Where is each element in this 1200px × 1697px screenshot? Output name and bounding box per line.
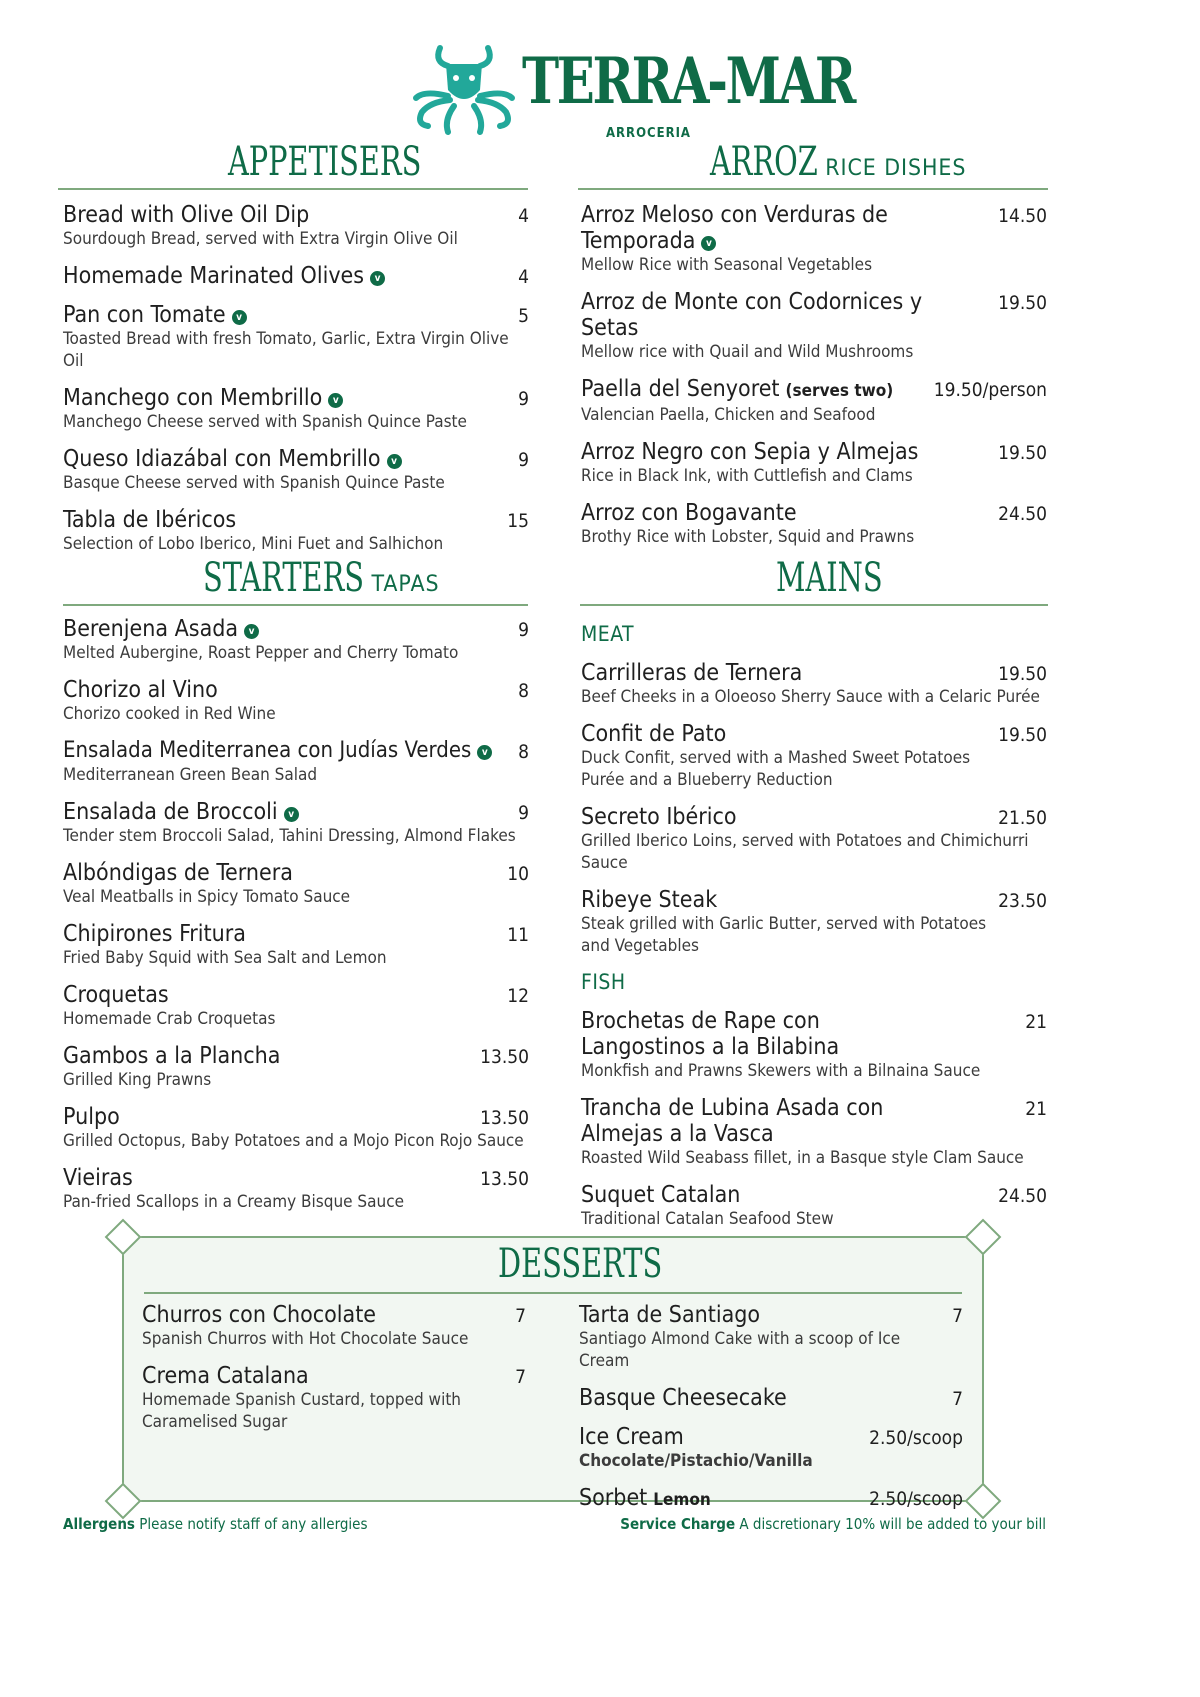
item-price: 21 [1025,1011,1047,1033]
item-name: Basque Cheesecake [579,1385,787,1411]
menu-item [63,385,529,433]
item-name: Tarta de Santiago [579,1302,761,1328]
item-price: 12 [507,985,529,1007]
item-desc: Toasted Bread with fresh Tomato, Garlic, Extra Virgin Olive Oil [63,329,509,371]
menu-item [63,202,529,250]
brand-name: TERRA-MAR [522,44,855,119]
item-price: 7 [952,1305,963,1327]
mains-list [581,616,1047,1243]
item-name: Croquetas [63,982,169,1008]
item-desc: Valencian Paella, Chicken and Seafood [581,405,876,425]
item-desc: Mellow rice with Quail and Wild Mushrooms [581,342,914,362]
item-desc: Spanish Churros with Hot Chocolate Sauce [142,1329,469,1349]
item-price: 5 [518,305,529,327]
brand-logo [410,40,855,150]
menu-item [63,302,529,372]
item-desc: Tender stem Broccoli Salad, Tahini Dressing, Almond Flakes [63,826,516,846]
item-price: 2.50/scoop [869,1488,963,1510]
item-desc: Steak grilled with Garlic Butter, served with Potatoes and Vegetables [581,914,987,956]
menu-item [581,202,1047,276]
item-desc: Manchego Cheese served with Spanish Quince Paste [63,412,467,432]
item-name: Ribeye Steak [581,887,718,913]
item-name: Secreto Ibérico [581,804,737,830]
item-name: Pulpo [63,1104,120,1130]
vegetarian-icon: v [477,745,492,760]
menu-item [63,507,529,555]
item-desc: Chorizo cooked in Red Wine [63,704,276,724]
item-desc: Selection of Lobo Iberico, Mini Fuet and Salhichon [63,534,444,554]
item-price: 4 [518,266,529,288]
menu-item [63,1104,529,1152]
item-desc: Duck Confit, served with a Mashed Sweet Potatoes Purée and a Blueberry Reduction [581,748,971,790]
item-desc: Grilled Octopus, Baby Potatoes and a Mojo Picon Rojo Sauce [63,1131,524,1151]
menu-item [581,887,1047,957]
item-price: 4 [518,205,529,227]
item-desc: Melted Aubergine, Roast Pepper and Cherry Tomato [63,643,459,663]
item-price: 14.50 [998,205,1047,227]
arroz-title: ARROZ RICE DISHES [710,139,967,185]
appetisers-title: APPETISERS [228,139,422,185]
item-price: 15 [507,510,529,532]
item-name: Gambos a la Plancha [63,1043,281,1069]
menu-item [579,1302,963,1372]
menu-item [63,1165,529,1213]
menu-item [63,738,529,786]
panel-corner [105,1483,142,1520]
sorbet-flavour: Lemon [653,1490,711,1510]
starters-subtitle: TAPAS [371,572,440,597]
item-name: Pan con Tomate v [63,302,529,328]
item-desc: Mellow Rice with Seasonal Vegetables [581,255,873,275]
item-name: Ensalada de Broccoli v [63,799,529,825]
item-desc: Grilled Iberico Loins, served with Potatoes and Chimichurri Sauce [581,831,1029,873]
item-name: Tabla de Ibéricos [63,507,237,533]
item-price: 24.50 [998,1185,1047,1207]
item-price: 24.50 [998,503,1047,525]
item-name: Albóndigas de Ternera [63,860,293,886]
item-desc: Grilled King Prawns [63,1070,212,1090]
menu-item [63,799,529,847]
menu-item [63,677,529,725]
item-name: Crema Catalana [142,1363,309,1389]
item-price: 7 [515,1305,526,1327]
item-name: Bread with Olive Oil Dip [63,202,310,228]
menu-item [581,439,1047,487]
item-desc: Traditional Catalan Seafood Stew [581,1209,834,1229]
allergens-text: Please notify staff of any allergies [139,1515,368,1533]
arroz-list [581,202,1047,561]
item-name: Arroz Negro con Sepia y Almejas [581,439,919,465]
item-name: Paella del Senyoret (serves two) [581,376,894,402]
item-name: Suquet Catalan [581,1182,741,1208]
item-price: 21 [1025,1098,1047,1120]
allergens-note [63,1515,368,1533]
item-desc: Pan-fried Scallops in a Creamy Bisque Sauce [63,1192,405,1212]
item-name: Churros con Chocolate [142,1302,377,1328]
meat-heading: MEAT [581,622,635,646]
item-price: 13.50 [480,1107,529,1129]
item-name: Carrilleras de Ternera [581,660,803,686]
vegetarian-icon: v [284,807,299,822]
item-name: Manchego con Membrillo v [63,385,529,411]
item-name: Ensalada Mediterranea con Judías Verdes v [63,738,529,764]
item-name: Ice Cream [579,1424,684,1450]
appetisers-list [63,202,529,568]
menu-item [63,263,529,289]
item-desc: Monkfish and Prawns Skewers with a Bilnaina Sauce [581,1061,981,1081]
desserts-right [579,1302,963,1526]
item-name: Arroz con Bogavante [581,500,797,526]
item-name: Trancha de Lubina Asada con Almejas a la Vasca [581,1095,884,1147]
panel-corner [965,1483,1002,1520]
vegetarian-icon: v [328,393,343,408]
mains-title: MAINS [776,555,883,601]
item-desc: Veal Meatballs in Spicy Tomato Sauce [63,887,351,907]
menu-item [63,982,529,1030]
divider [144,1292,962,1294]
item-name: Chorizo al Vino [63,677,218,703]
item-name: Arroz Meloso con Verduras de Temporada v [581,202,888,254]
menu-item [581,500,1047,548]
item-desc: Homemade Spanish Custard, topped with Caramelised Sugar [142,1390,462,1432]
menu-item [581,1095,1047,1169]
item-desc: Rice in Black Ink, with Cuttlefish and Clams [581,466,913,486]
item-price: 2.50/scoop [869,1427,963,1449]
menu-item [63,1043,529,1091]
item-desc: Sourdough Bread, served with Extra Virgin Olive Oil [63,229,458,249]
service-label: Service Charge [620,1515,736,1533]
item-price: 11 [507,924,529,946]
item-desc: Mediterranean Green Bean Salad [63,765,318,785]
item-price: 13.50 [480,1168,529,1190]
item-name: Arroz de Monte con Codornices y Setas [581,289,923,341]
menu-item [581,660,1047,708]
vegetarian-icon: v [232,310,247,325]
brand-subtitle: ARROCERIA [606,126,691,141]
serves-note: (serves two) [785,381,894,401]
menu-item [579,1424,963,1472]
item-desc: Roasted Wild Seabass fillet, in a Basque style Clam Sauce [581,1148,1024,1168]
item-price: 13.50 [480,1046,529,1068]
desserts-left [142,1302,526,1446]
divider [63,604,528,606]
item-price: 23.50 [998,890,1047,912]
service-charge-note [620,1515,1046,1533]
arroz-subtitle: RICE DISHES [824,156,967,181]
menu-item [63,616,529,664]
divider [578,188,1048,190]
item-desc: Beef Cheeks in a Oloeoso Sherry Sauce with a Celaric Purée [581,687,1040,707]
item-price: 9 [518,449,529,471]
menu-item [63,446,529,494]
item-price: 19.50 [998,292,1047,314]
desserts-title: DESSERTS [498,1241,663,1287]
octopus-bull-icon [410,40,518,140]
menu-item [63,921,529,969]
service-text: A discretionary 10% will be added to your bill [739,1515,1046,1533]
item-price: 7 [952,1388,963,1410]
menu-item [579,1385,963,1411]
item-name: Queso Idiazábal con Membrillo v [63,446,529,472]
item-name: Brochetas de Rape con Langostinos a la Bilabina [581,1008,840,1060]
desserts-panel [122,1236,984,1511]
item-name: Sorbet Lemon [579,1485,711,1511]
menu-item [142,1302,526,1350]
item-name: Berenjena Asada v [63,616,529,642]
divider [58,188,528,190]
menu-item [581,804,1047,874]
menu-item [142,1363,526,1433]
item-desc: Santiago Almond Cake with a scoop of Ice Cream [579,1329,901,1371]
item-name: Confit de Pato [581,721,727,747]
vegetarian-icon: v [387,454,402,469]
fish-heading: FISH [581,970,626,994]
item-desc: Chocolate/Pistachio/Vanilla [579,1451,813,1471]
item-price: 21.50 [998,807,1047,829]
menu-item [579,1485,963,1513]
item-price: 7 [515,1366,526,1388]
vegetarian-icon: v [244,624,259,639]
item-price: 19.50 [998,724,1047,746]
item-name: Homemade Marinated Olives v [63,263,529,289]
item-desc: Brothy Rice with Lobster, Squid and Prawns [581,527,915,547]
menu-item [63,860,529,908]
item-price: 8 [518,680,529,702]
menu-item [581,721,1047,791]
menu-item [581,376,1047,426]
allergens-label: Allergens [63,1515,135,1533]
item-price: 9 [518,802,529,824]
item-name: Vieiras [63,1165,133,1191]
vegetarian-icon: v [701,236,716,251]
item-price: 19.50/person [933,379,1047,401]
vegetarian-icon: v [370,271,385,286]
menu-item [581,1008,1047,1082]
item-desc: Homemade Crab Croquetas [63,1009,276,1029]
item-price: 19.50 [998,663,1047,685]
item-price: 8 [518,741,529,763]
item-name: Chipirones Fritura [63,921,246,947]
item-price: 9 [518,619,529,641]
item-price: 19.50 [998,442,1047,464]
item-price: 9 [518,388,529,410]
item-desc: Basque Cheese served with Spanish Quince Paste [63,473,445,493]
divider [580,604,1048,606]
item-price: 10 [507,863,529,885]
starters-list [63,616,529,1226]
menu-item [581,289,1047,363]
starters-title: STARTERS TAPAS [203,555,440,601]
item-desc: Fried Baby Squid with Sea Salt and Lemon [63,948,387,968]
